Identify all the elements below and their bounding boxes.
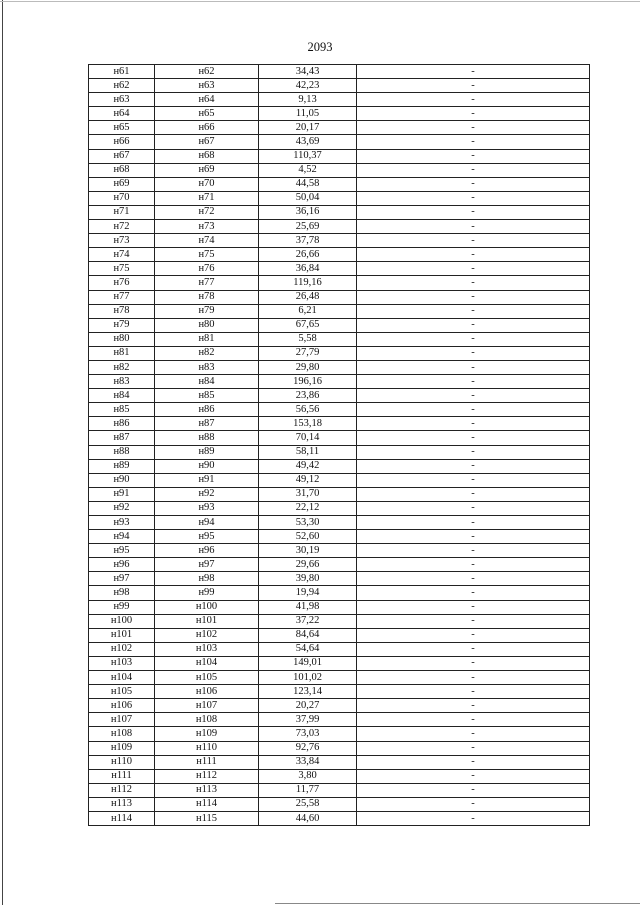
- page-edge-left: [2, 0, 3, 905]
- distance-cell: 50,04: [259, 191, 357, 205]
- to-point-cell: н86: [155, 403, 259, 417]
- table-row: [89, 389, 590, 403]
- distance-cell: 44,60: [259, 811, 357, 825]
- distance-cell: 33,84: [259, 755, 357, 769]
- to-point-cell: н109: [155, 727, 259, 741]
- note-cell: -: [357, 783, 590, 797]
- to-point-cell: н84: [155, 375, 259, 389]
- page-edge-top: [0, 1, 640, 2]
- from-point-cell: н87: [89, 431, 155, 445]
- from-point-cell: н76: [89, 276, 155, 290]
- from-point-cell: н82: [89, 360, 155, 374]
- note-cell: -: [357, 685, 590, 699]
- distance-cell: 52,60: [259, 530, 357, 544]
- distance-cell: 70,14: [259, 431, 357, 445]
- to-point-cell: н83: [155, 360, 259, 374]
- distance-cell: 123,14: [259, 685, 357, 699]
- note-cell: -: [357, 544, 590, 558]
- distance-cell: 25,58: [259, 797, 357, 811]
- distance-cell: 27,79: [259, 346, 357, 360]
- distance-cell: 20,27: [259, 699, 357, 713]
- note-cell: -: [357, 501, 590, 515]
- from-point-cell: н71: [89, 205, 155, 219]
- table-row: [89, 671, 590, 685]
- table-row: [89, 417, 590, 431]
- from-point-cell: н83: [89, 375, 155, 389]
- table-row: [89, 318, 590, 332]
- from-point-cell: н101: [89, 628, 155, 642]
- to-point-cell: н82: [155, 346, 259, 360]
- distance-cell: 54,64: [259, 642, 357, 656]
- from-point-cell: н106: [89, 699, 155, 713]
- table-row: [89, 220, 590, 234]
- note-cell: -: [357, 375, 590, 389]
- note-cell: -: [357, 135, 590, 149]
- note-cell: -: [357, 473, 590, 487]
- to-point-cell: н70: [155, 177, 259, 191]
- distance-cell: 110,37: [259, 149, 357, 163]
- distance-cell: 101,02: [259, 671, 357, 685]
- note-cell: -: [357, 332, 590, 346]
- to-point-cell: н102: [155, 628, 259, 642]
- from-point-cell: н102: [89, 642, 155, 656]
- note-cell: -: [357, 234, 590, 248]
- distance-cell: 49,42: [259, 459, 357, 473]
- distance-cell: 36,16: [259, 205, 357, 219]
- table-row: [89, 234, 590, 248]
- distance-cell: 39,80: [259, 572, 357, 586]
- from-point-cell: н61: [89, 65, 155, 79]
- from-point-cell: н94: [89, 530, 155, 544]
- to-point-cell: н62: [155, 65, 259, 79]
- from-point-cell: н70: [89, 191, 155, 205]
- note-cell: -: [357, 516, 590, 530]
- table-row: [89, 163, 590, 177]
- note-cell: -: [357, 642, 590, 656]
- distance-cell: 5,58: [259, 332, 357, 346]
- distance-cell: 30,19: [259, 544, 357, 558]
- to-point-cell: н92: [155, 487, 259, 501]
- distance-cell: 119,16: [259, 276, 357, 290]
- from-point-cell: н67: [89, 149, 155, 163]
- table-row: [89, 135, 590, 149]
- points-table: [88, 64, 590, 826]
- page-edge-bottom: [275, 903, 640, 904]
- from-point-cell: н110: [89, 755, 155, 769]
- from-point-cell: н69: [89, 177, 155, 191]
- table-row: [89, 727, 590, 741]
- table-row: [89, 375, 590, 389]
- distance-cell: 53,30: [259, 516, 357, 530]
- table-row: [89, 741, 590, 755]
- distance-cell: 25,69: [259, 220, 357, 234]
- table-row: [89, 516, 590, 530]
- note-cell: -: [357, 191, 590, 205]
- note-cell: -: [357, 586, 590, 600]
- to-point-cell: н97: [155, 558, 259, 572]
- table-row: [89, 586, 590, 600]
- table-row: [89, 177, 590, 191]
- distance-cell: 44,58: [259, 177, 357, 191]
- table-row: [89, 473, 590, 487]
- note-cell: -: [357, 699, 590, 713]
- note-cell: -: [357, 403, 590, 417]
- note-cell: -: [357, 121, 590, 135]
- from-point-cell: н85: [89, 403, 155, 417]
- table-row: [89, 558, 590, 572]
- table-row: [89, 642, 590, 656]
- from-point-cell: н73: [89, 234, 155, 248]
- from-point-cell: н108: [89, 727, 155, 741]
- to-point-cell: н65: [155, 107, 259, 121]
- to-point-cell: н107: [155, 699, 259, 713]
- to-point-cell: н73: [155, 220, 259, 234]
- distance-cell: 41,98: [259, 600, 357, 614]
- to-point-cell: н100: [155, 600, 259, 614]
- from-point-cell: н111: [89, 769, 155, 783]
- to-point-cell: н99: [155, 586, 259, 600]
- to-point-cell: н81: [155, 332, 259, 346]
- note-cell: -: [357, 205, 590, 219]
- from-point-cell: н93: [89, 516, 155, 530]
- note-cell: -: [357, 79, 590, 93]
- distance-cell: 9,13: [259, 93, 357, 107]
- from-point-cell: н105: [89, 685, 155, 699]
- from-point-cell: н100: [89, 614, 155, 628]
- from-point-cell: н97: [89, 572, 155, 586]
- to-point-cell: н64: [155, 93, 259, 107]
- note-cell: -: [357, 558, 590, 572]
- from-point-cell: н114: [89, 811, 155, 825]
- from-point-cell: н112: [89, 783, 155, 797]
- table-row: [89, 572, 590, 586]
- distance-cell: 67,65: [259, 318, 357, 332]
- from-point-cell: н109: [89, 741, 155, 755]
- distance-cell: 6,21: [259, 304, 357, 318]
- table-row: [89, 544, 590, 558]
- table-row: [89, 276, 590, 290]
- to-point-cell: н74: [155, 234, 259, 248]
- from-point-cell: н74: [89, 248, 155, 262]
- to-point-cell: н79: [155, 304, 259, 318]
- to-point-cell: н96: [155, 544, 259, 558]
- to-point-cell: н76: [155, 262, 259, 276]
- to-point-cell: н71: [155, 191, 259, 205]
- table-row: [89, 685, 590, 699]
- table-row: [89, 65, 590, 79]
- from-point-cell: н90: [89, 473, 155, 487]
- distance-cell: 29,66: [259, 558, 357, 572]
- distance-cell: 37,78: [259, 234, 357, 248]
- to-point-cell: н95: [155, 530, 259, 544]
- points-table-body: [89, 65, 590, 826]
- note-cell: -: [357, 459, 590, 473]
- to-point-cell: н115: [155, 811, 259, 825]
- note-cell: -: [357, 149, 590, 163]
- from-point-cell: н62: [89, 79, 155, 93]
- note-cell: -: [357, 318, 590, 332]
- to-point-cell: н113: [155, 783, 259, 797]
- distance-cell: 26,48: [259, 290, 357, 304]
- distance-cell: 196,16: [259, 375, 357, 389]
- to-point-cell: н89: [155, 445, 259, 459]
- distance-cell: 92,76: [259, 741, 357, 755]
- distance-cell: 11,05: [259, 107, 357, 121]
- distance-cell: 3,80: [259, 769, 357, 783]
- distance-cell: 34,43: [259, 65, 357, 79]
- table-row: [89, 248, 590, 262]
- distance-cell: 58,11: [259, 445, 357, 459]
- table-row: [89, 656, 590, 670]
- to-point-cell: н101: [155, 614, 259, 628]
- table-row: [89, 445, 590, 459]
- note-cell: -: [357, 220, 590, 234]
- distance-cell: 22,12: [259, 501, 357, 515]
- table-row: [89, 346, 590, 360]
- table-row: [89, 205, 590, 219]
- from-point-cell: н75: [89, 262, 155, 276]
- distance-cell: 4,52: [259, 163, 357, 177]
- note-cell: -: [357, 600, 590, 614]
- distance-cell: 49,12: [259, 473, 357, 487]
- note-cell: -: [357, 360, 590, 374]
- distance-cell: 84,64: [259, 628, 357, 642]
- note-cell: -: [357, 628, 590, 642]
- distance-cell: 153,18: [259, 417, 357, 431]
- note-cell: -: [357, 572, 590, 586]
- table-row: [89, 769, 590, 783]
- to-point-cell: н77: [155, 276, 259, 290]
- from-point-cell: н96: [89, 558, 155, 572]
- note-cell: -: [357, 671, 590, 685]
- table-row: [89, 614, 590, 628]
- to-point-cell: н88: [155, 431, 259, 445]
- to-point-cell: н80: [155, 318, 259, 332]
- from-point-cell: н80: [89, 332, 155, 346]
- table-row: [89, 121, 590, 135]
- from-point-cell: н95: [89, 544, 155, 558]
- distance-cell: 149,01: [259, 656, 357, 670]
- note-cell: -: [357, 163, 590, 177]
- to-point-cell: н94: [155, 516, 259, 530]
- distance-cell: 20,17: [259, 121, 357, 135]
- from-point-cell: н77: [89, 290, 155, 304]
- note-cell: -: [357, 797, 590, 811]
- note-cell: -: [357, 65, 590, 79]
- from-point-cell: н63: [89, 93, 155, 107]
- note-cell: -: [357, 530, 590, 544]
- table-row: [89, 290, 590, 304]
- distance-cell: 73,03: [259, 727, 357, 741]
- table-row: [89, 811, 590, 825]
- from-point-cell: н88: [89, 445, 155, 459]
- table-row: [89, 501, 590, 515]
- table-row: [89, 797, 590, 811]
- page-number: 2093: [307, 40, 333, 54]
- note-cell: -: [357, 346, 590, 360]
- note-cell: -: [357, 755, 590, 769]
- from-point-cell: н86: [89, 417, 155, 431]
- to-point-cell: н106: [155, 685, 259, 699]
- note-cell: -: [357, 713, 590, 727]
- from-point-cell: н104: [89, 671, 155, 685]
- distance-cell: 43,69: [259, 135, 357, 149]
- distance-cell: 36,84: [259, 262, 357, 276]
- to-point-cell: н110: [155, 741, 259, 755]
- note-cell: -: [357, 93, 590, 107]
- to-point-cell: н90: [155, 459, 259, 473]
- table-row: [89, 431, 590, 445]
- table-row: [89, 403, 590, 417]
- from-point-cell: н72: [89, 220, 155, 234]
- distance-cell: 42,23: [259, 79, 357, 93]
- table-row: [89, 304, 590, 318]
- table-row: [89, 149, 590, 163]
- note-cell: -: [357, 811, 590, 825]
- note-cell: -: [357, 487, 590, 501]
- from-point-cell: н79: [89, 318, 155, 332]
- to-point-cell: н72: [155, 205, 259, 219]
- from-point-cell: н68: [89, 163, 155, 177]
- from-point-cell: н65: [89, 121, 155, 135]
- note-cell: -: [357, 445, 590, 459]
- to-point-cell: н112: [155, 769, 259, 783]
- note-cell: -: [357, 656, 590, 670]
- distance-cell: 37,99: [259, 713, 357, 727]
- table-row: [89, 699, 590, 713]
- note-cell: -: [357, 248, 590, 262]
- table-row: [89, 93, 590, 107]
- to-point-cell: н63: [155, 79, 259, 93]
- table-row: [89, 459, 590, 473]
- to-point-cell: н91: [155, 473, 259, 487]
- distance-cell: 19,94: [259, 586, 357, 600]
- from-point-cell: н107: [89, 713, 155, 727]
- note-cell: -: [357, 741, 590, 755]
- from-point-cell: н99: [89, 600, 155, 614]
- from-point-cell: н78: [89, 304, 155, 318]
- note-cell: -: [357, 276, 590, 290]
- distance-cell: 29,80: [259, 360, 357, 374]
- to-point-cell: н68: [155, 149, 259, 163]
- note-cell: -: [357, 107, 590, 121]
- table-row: [89, 262, 590, 276]
- note-cell: -: [357, 262, 590, 276]
- distance-cell: 26,66: [259, 248, 357, 262]
- from-point-cell: н89: [89, 459, 155, 473]
- table-row: [89, 628, 590, 642]
- distance-cell: 11,77: [259, 783, 357, 797]
- from-point-cell: н81: [89, 346, 155, 360]
- table-row: [89, 360, 590, 374]
- to-point-cell: н108: [155, 713, 259, 727]
- to-point-cell: н67: [155, 135, 259, 149]
- to-point-cell: н85: [155, 389, 259, 403]
- note-cell: -: [357, 769, 590, 783]
- from-point-cell: н92: [89, 501, 155, 515]
- note-cell: -: [357, 290, 590, 304]
- table-row: [89, 755, 590, 769]
- table-row: [89, 600, 590, 614]
- distance-cell: 56,56: [259, 403, 357, 417]
- note-cell: -: [357, 431, 590, 445]
- table-row: [89, 713, 590, 727]
- table-row: [89, 487, 590, 501]
- note-cell: -: [357, 727, 590, 741]
- distance-cell: 37,22: [259, 614, 357, 628]
- table-row: [89, 332, 590, 346]
- to-point-cell: н87: [155, 417, 259, 431]
- table-row: [89, 191, 590, 205]
- to-point-cell: н104: [155, 656, 259, 670]
- table-row: [89, 107, 590, 121]
- note-cell: -: [357, 304, 590, 318]
- to-point-cell: н75: [155, 248, 259, 262]
- distance-cell: 23,86: [259, 389, 357, 403]
- distance-cell: 31,70: [259, 487, 357, 501]
- to-point-cell: н69: [155, 163, 259, 177]
- to-point-cell: н98: [155, 572, 259, 586]
- to-point-cell: н105: [155, 671, 259, 685]
- from-point-cell: н113: [89, 797, 155, 811]
- from-point-cell: н66: [89, 135, 155, 149]
- to-point-cell: н111: [155, 755, 259, 769]
- table-row: [89, 783, 590, 797]
- to-point-cell: н103: [155, 642, 259, 656]
- note-cell: -: [357, 614, 590, 628]
- from-point-cell: н91: [89, 487, 155, 501]
- note-cell: -: [357, 417, 590, 431]
- table-row: [89, 79, 590, 93]
- to-point-cell: н66: [155, 121, 259, 135]
- note-cell: -: [357, 389, 590, 403]
- from-point-cell: н98: [89, 586, 155, 600]
- from-point-cell: н64: [89, 107, 155, 121]
- note-cell: -: [357, 177, 590, 191]
- from-point-cell: н103: [89, 656, 155, 670]
- from-point-cell: н84: [89, 389, 155, 403]
- to-point-cell: н93: [155, 501, 259, 515]
- table-row: [89, 530, 590, 544]
- to-point-cell: н78: [155, 290, 259, 304]
- to-point-cell: н114: [155, 797, 259, 811]
